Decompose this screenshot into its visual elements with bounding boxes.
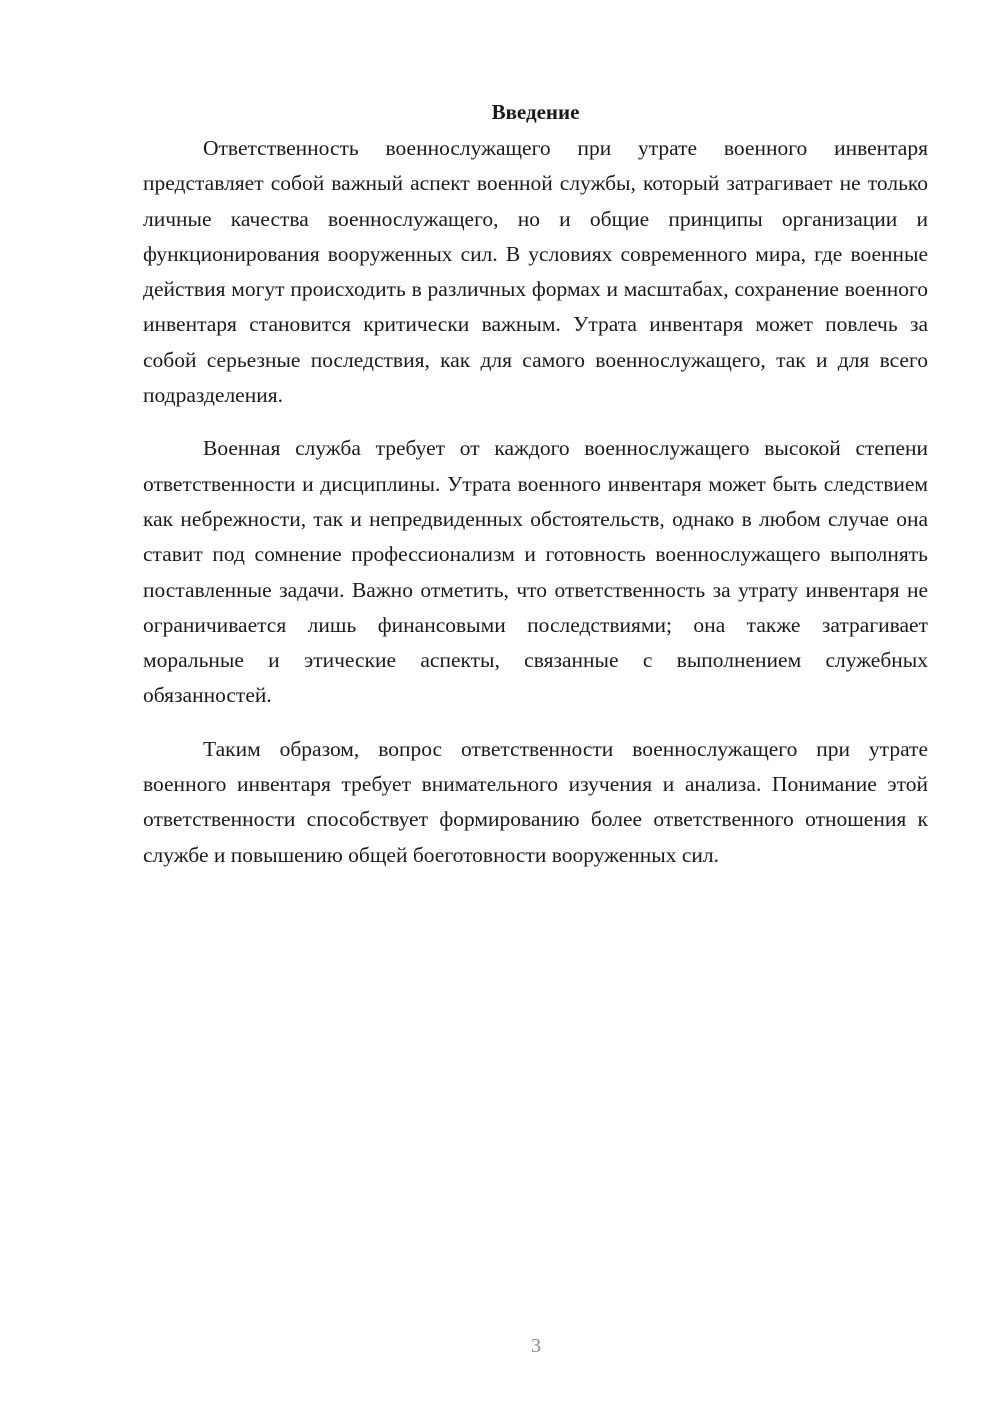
paragraph-1: Ответственность военнослужащего при утрате военного инвентаря представляет собой важный аспект военной службы, который затрагивает не только личные качества военнослужащего, но и общие принципы организации и функционирования вооруженных сил. В условиях современного мира, где военные действия могут происходить в различных формах и масштабах, сохранение военного инвентаря становится критически важным. Утрата инвентаря может повлечь за собой серьезные последствия, как для самого военнослужащего, так и для всего подразделения. (143, 136, 928, 408)
section-title: Введение (491, 100, 580, 124)
paragraph-2: Военная служба требует от каждого военнослужащего высокой степени ответственности и дисциплины. Утрата военного инвентаря может быть следствием как небрежности, так и непредвиденных обстоятельств, однако в любом случае она ставит под сомнение профессионализм и готовность военнослужащего выполнять поставленные задачи. Важно отметить, что ответственность за утрату инвентаря не ограничивается лишь финансовыми последствиями; она также затрагивает моральные и этические аспекты, связанные с выполнением служебных обязанностей. (143, 436, 928, 708)
page-number: 3 (531, 1335, 541, 1357)
paragraph-3: Таким образом, вопрос ответственности военнослужащего при утрате военного инвентаря требует внимательного изучения и анализа. Понимание этой ответственности способствует формированию более ответственного отношения к службе и повышению общей боеготовности вооруженных сил. (143, 736, 928, 867)
page-content (143, 95, 928, 891)
